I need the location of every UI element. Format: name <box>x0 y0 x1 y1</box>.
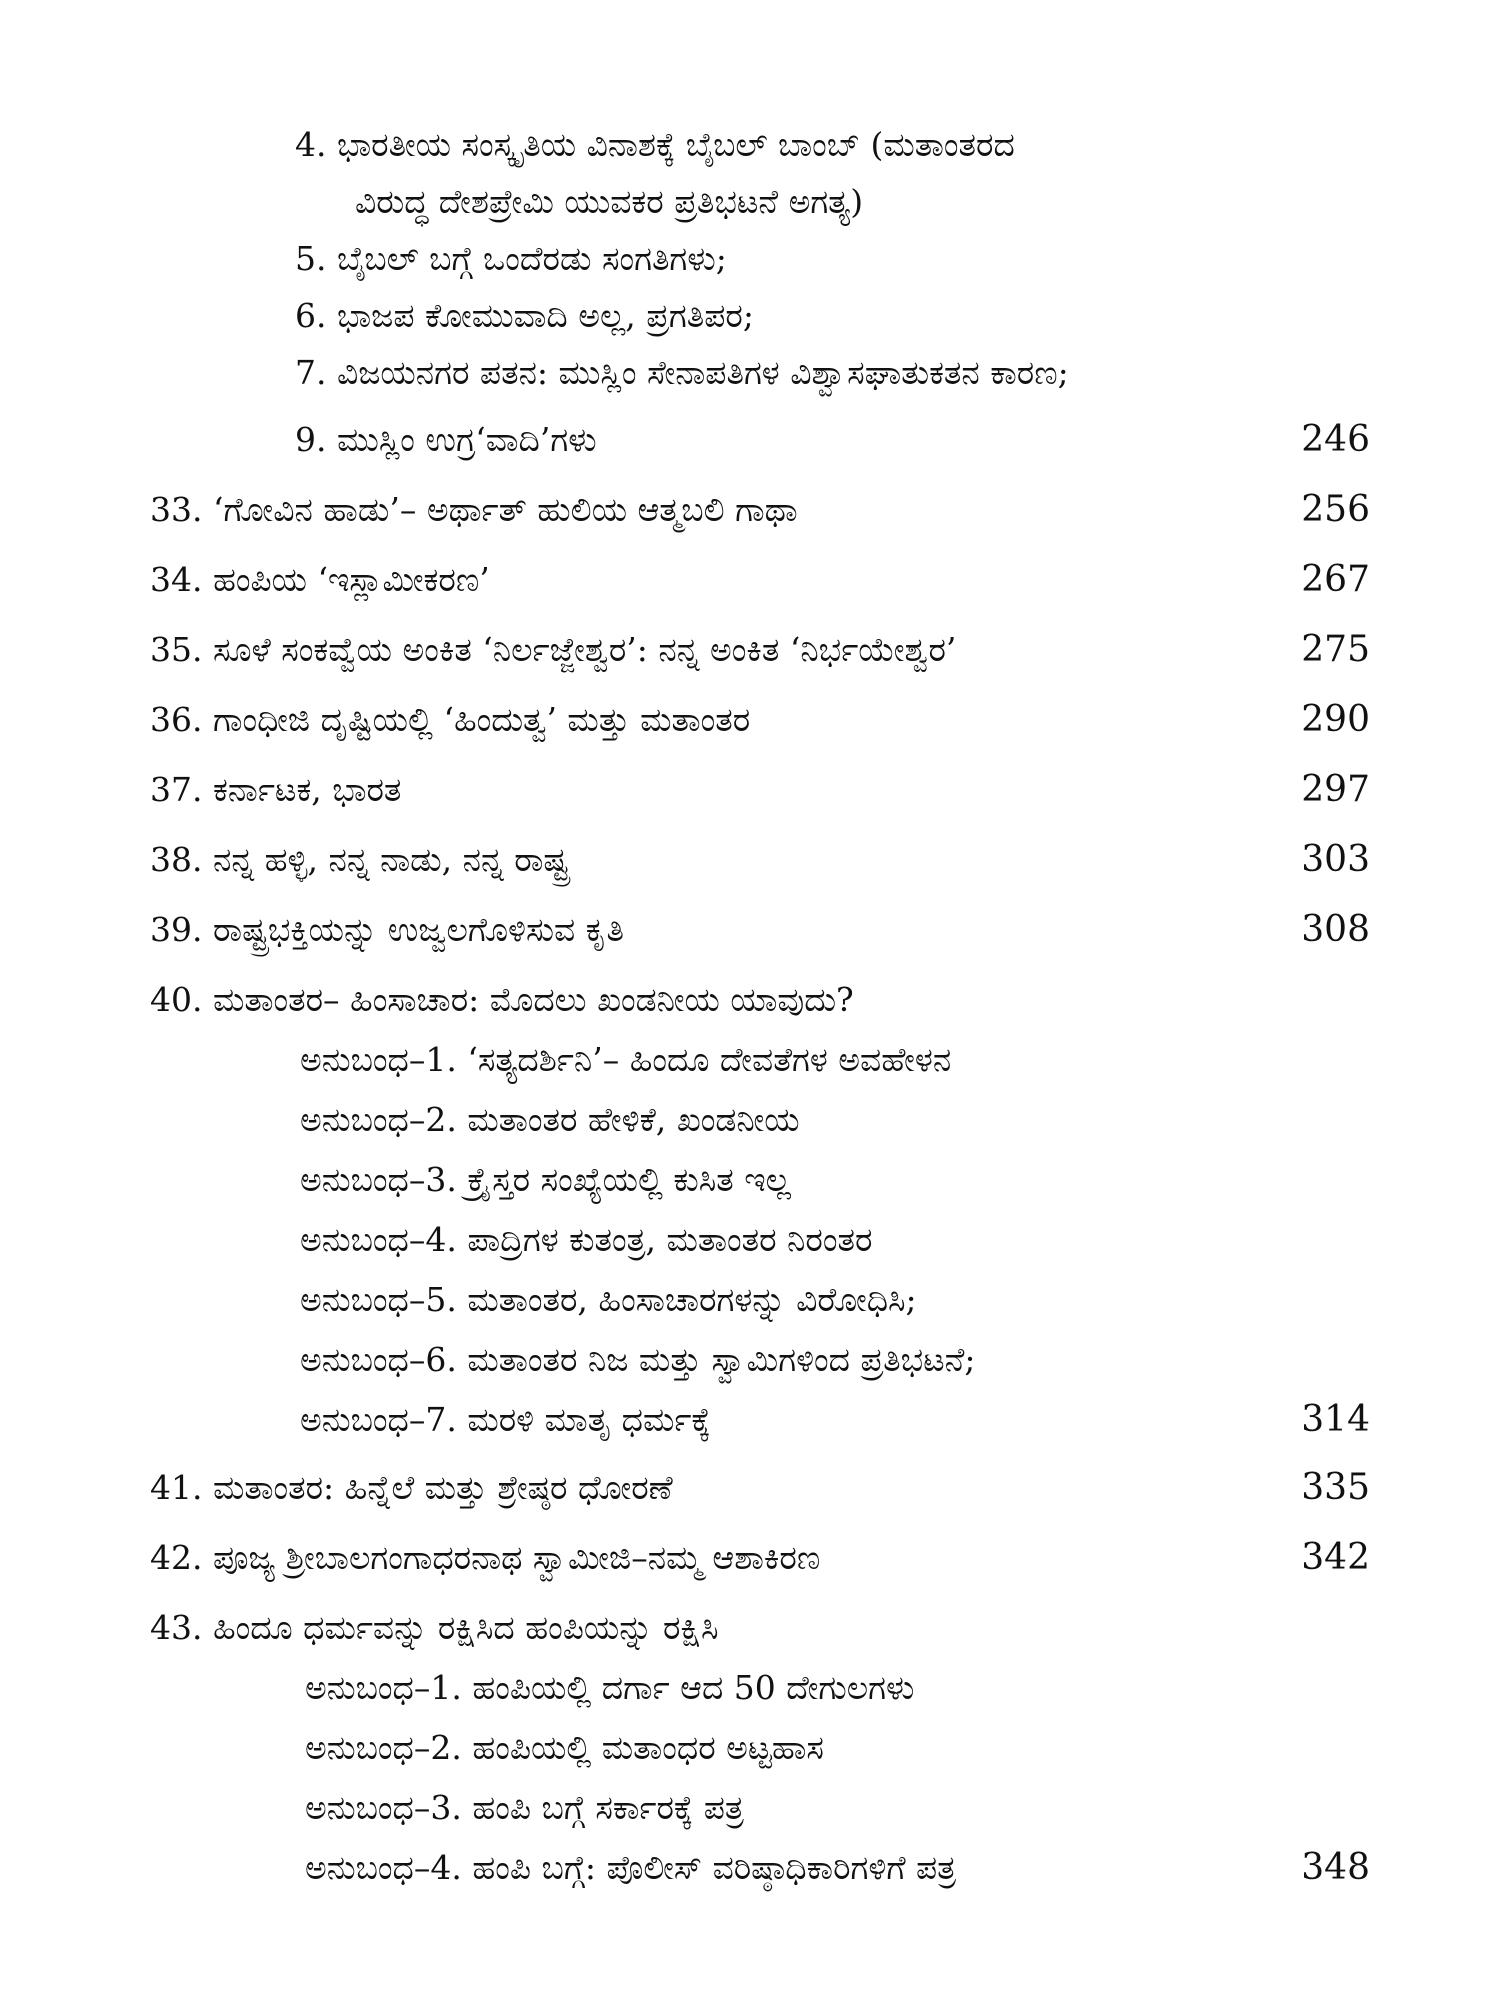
toc-entry-title: 37. ಕರ್ನಾಟಕ, ಭಾರತ <box>150 770 402 809</box>
toc-entry-title: 5. ಬೈಬಲ್ ಬಗ್ಗೆ ಒಂದೆರಡು ಸಂಗತಿಗಳು; <box>295 239 727 278</box>
toc-entry-title: ಅನುಬಂಧ–4. ಪಾದ್ರಿಗಳ ಕುತಂತ್ರ, ಮತಾಂತರ ನಿರಂತರ <box>300 1220 873 1259</box>
toc-entry <box>0 1660 1500 1716</box>
toc-page-number: 267 <box>1301 559 1370 600</box>
toc-entry <box>0 482 1500 538</box>
toc-entry <box>0 1272 1500 1328</box>
toc-entry <box>0 1780 1500 1836</box>
toc-page-number: 275 <box>1301 629 1370 670</box>
toc-page-number: 335 <box>1301 1467 1370 1508</box>
toc-entry <box>0 1212 1500 1268</box>
toc-entry <box>0 832 1500 888</box>
toc-entry-title: 35. ಸೂಳೆ ಸಂಕವ್ವೆಯ ಅಂಕಿತ ‘ನಿರ್ಲಜ್ಜೇಶ್ವರ’: ನನ್ನ ಅಂಕಿತ ‘ನಿರ್ಭಯೇಶ್ವರ’ <box>150 630 957 669</box>
toc-entry-title: 40. ಮತಾಂತರ– ಹಿಂಸಾಚಾರ: ಮೊದಲು ಖಂಡನೀಯ ಯಾವುದು? <box>150 980 854 1019</box>
toc-entry-title: ಅನುಬಂಧ–6. ಮತಾಂತರ ನಿಜ ಮತ್ತು ಸ್ವಾಮಿಗಳಿಂದ ಪ್ರತಿಭಟನೆ; <box>300 1340 976 1379</box>
toc-entry-title: ಅನುಬಂಧ–3. ಹಂಪಿ ಬಗ್ಗೆ ಸರ್ಕಾರಕ್ಕೆ ಪತ್ರ <box>305 1788 744 1827</box>
toc-entry <box>0 1332 1500 1388</box>
toc-entry <box>0 1460 1500 1516</box>
toc-entry <box>0 117 1500 173</box>
toc-entry <box>0 412 1500 468</box>
toc-entry-title: 9. ಮುಸ್ಲಿಂ ಉಗ್ರ‘ವಾದಿ’ಗಳು <box>295 420 597 459</box>
toc-entry <box>0 1152 1500 1208</box>
toc-entry-title: 34. ಹಂಪಿಯ ‘ಇಸ್ಲಾಮೀಕರಣ’ <box>150 560 490 599</box>
toc-entry-title: 36. ಗಾಂಧೀಜಿ ದೃಷ್ಟಿಯಲ್ಲಿ ‘ಹಿಂದುತ್ವ’ ಮತ್ತು ಮತಾಂತರ <box>150 700 751 739</box>
toc-page-number: 290 <box>1301 699 1370 740</box>
toc-entry-title: 43. ಹಿಂದೂ ಧರ್ಮವನ್ನು ರಕ್ಷಿಸಿದ ಹಂಪಿಯನ್ನು ರಕ್ಷಿಸಿ <box>150 1608 719 1647</box>
toc-entry <box>0 1392 1500 1448</box>
toc-page-number: 342 <box>1301 1537 1370 1578</box>
toc-page-number: 303 <box>1301 839 1370 880</box>
toc-entry <box>0 1600 1500 1656</box>
toc-entry-title: 6. ಭಾಜಪ ಕೋಮುವಾದಿ ಅಲ್ಲ, ಪ್ರಗತಿಪರ; <box>295 296 754 335</box>
toc-page-number: 348 <box>1301 1847 1370 1888</box>
toc-page-number: 297 <box>1301 769 1370 810</box>
toc-entry-title: ವಿರುದ್ಧ ದೇಶಪ್ರೇಮಿ ಯುವಕರ ಪ್ರತಿಭಟನೆ ಅಗತ್ಯ) <box>355 182 864 221</box>
toc-entry-title: 33. ‘ಗೋವಿನ ಹಾಡು’– ಅರ್ಥಾತ್ ಹುಲಿಯ ಆತ್ಮಬಲಿ ಗಾಥಾ <box>150 490 798 529</box>
toc-entry <box>0 345 1500 401</box>
toc-entry <box>0 1720 1500 1776</box>
toc-page-number: 314 <box>1301 1399 1370 1440</box>
toc-entry-title: 42. ಪೂಜ್ಯ ಶ್ರೀಬಾಲಗಂಗಾಧರನಾಥ ಸ್ವಾಮೀಜಿ–ನಮ್ಮ ಆಶಾಕಿರಣ <box>150 1538 821 1577</box>
toc-entry-title: 39. ರಾಷ್ಟ್ರಭಕ್ತಿಯನ್ನು ಉಜ್ವಲಗೊಳಿಸುವ ಕೃತಿ <box>150 910 625 949</box>
toc-entry <box>0 552 1500 608</box>
toc-entry-title: ಅನುಬಂಧ–1. ಹಂಪಿಯಲ್ಲಿ ದರ್ಗಾ ಆದ 50 ದೇಗುಲಗಳು <box>305 1668 915 1707</box>
toc-entry-title: ಅನುಬಂಧ–2. ಹಂಪಿಯಲ್ಲಿ ಮತಾಂಧರ ಅಟ್ಟಹಾಸ <box>305 1728 824 1767</box>
toc-entry <box>0 1092 1500 1148</box>
toc-entry <box>0 174 1500 230</box>
toc-entry-title: 4. ಭಾರತೀಯ ಸಂಸ್ಕೃತಿಯ ವಿನಾಶಕ್ಕೆ ಬೈಬಲ್ ಬಾಂಬ್ (ಮತಾಂತರದ <box>295 125 1015 164</box>
toc-entry-title: 41. ಮತಾಂತರ: ಹಿನ್ನೆಲೆ ಮತ್ತು ಶ್ರೇಷ್ಠರ ಧೋರಣೆ <box>150 1468 673 1507</box>
toc-entry <box>0 622 1500 678</box>
toc-entry <box>0 972 1500 1028</box>
toc-entry-title: ಅನುಬಂಧ–4. ಹಂಪಿ ಬಗ್ಗೆ: ಪೊಲೀಸ್ ವರಿಷ್ಠಾಧಿಕಾರಿಗಳಿಗೆ ಪತ್ರ <box>305 1848 957 1887</box>
toc-entry <box>0 762 1500 818</box>
toc-entry <box>0 288 1500 344</box>
toc-page-number: 256 <box>1301 489 1370 530</box>
toc-entry <box>0 1840 1500 1896</box>
toc-entry-title: ಅನುಬಂಧ–2. ಮತಾಂತರ ಹೇಳಿಕೆ, ಖಂಡನೀಯ <box>300 1100 800 1139</box>
toc-entry <box>0 902 1500 958</box>
toc-entry-title: 38. ನನ್ನ ಹಳ್ಳಿ, ನನ್ನ ನಾಡು, ನನ್ನ ರಾಷ್ಟ್ರ <box>150 840 570 879</box>
toc-entry-title: 7. ವಿಜಯನಗರ ಪತನ: ಮುಸ್ಲಿಂ ಸೇನಾಪತಿಗಳ ವಿಶ್ವಾಸಘಾತುಕತನ ಕಾರಣ; <box>295 353 1069 392</box>
toc-page-number: 308 <box>1301 909 1370 950</box>
toc-entry-title: ಅನುಬಂಧ–3. ಕ್ರೈಸ್ತರ ಸಂಖ್ಯೆಯಲ್ಲಿ ಕುಸಿತ ಇಲ್ಲ <box>300 1160 791 1199</box>
toc-page-number: 246 <box>1301 419 1370 460</box>
toc-entry-title: ಅನುಬಂಧ–5. ಮತಾಂತರ, ಹಿಂಸಾಚಾರಗಳನ್ನು ವಿರೋಧಿಸಿ; <box>300 1280 917 1319</box>
toc-entry-title: ಅನುಬಂಧ–7. ಮರಳಿ ಮಾತೃ ಧರ್ಮಕ್ಕೆ <box>300 1400 711 1439</box>
toc-entry <box>0 1530 1500 1586</box>
toc-entry <box>0 692 1500 748</box>
toc-entry <box>0 231 1500 287</box>
toc-entry <box>0 1032 1500 1088</box>
toc-entry-title: ಅನುಬಂಧ–1. ‘ಸತ್ಯದರ್ಶಿನಿ’– ಹಿಂದೂ ದೇವತೆಗಳ ಅವಹೇಳನ <box>300 1040 952 1079</box>
